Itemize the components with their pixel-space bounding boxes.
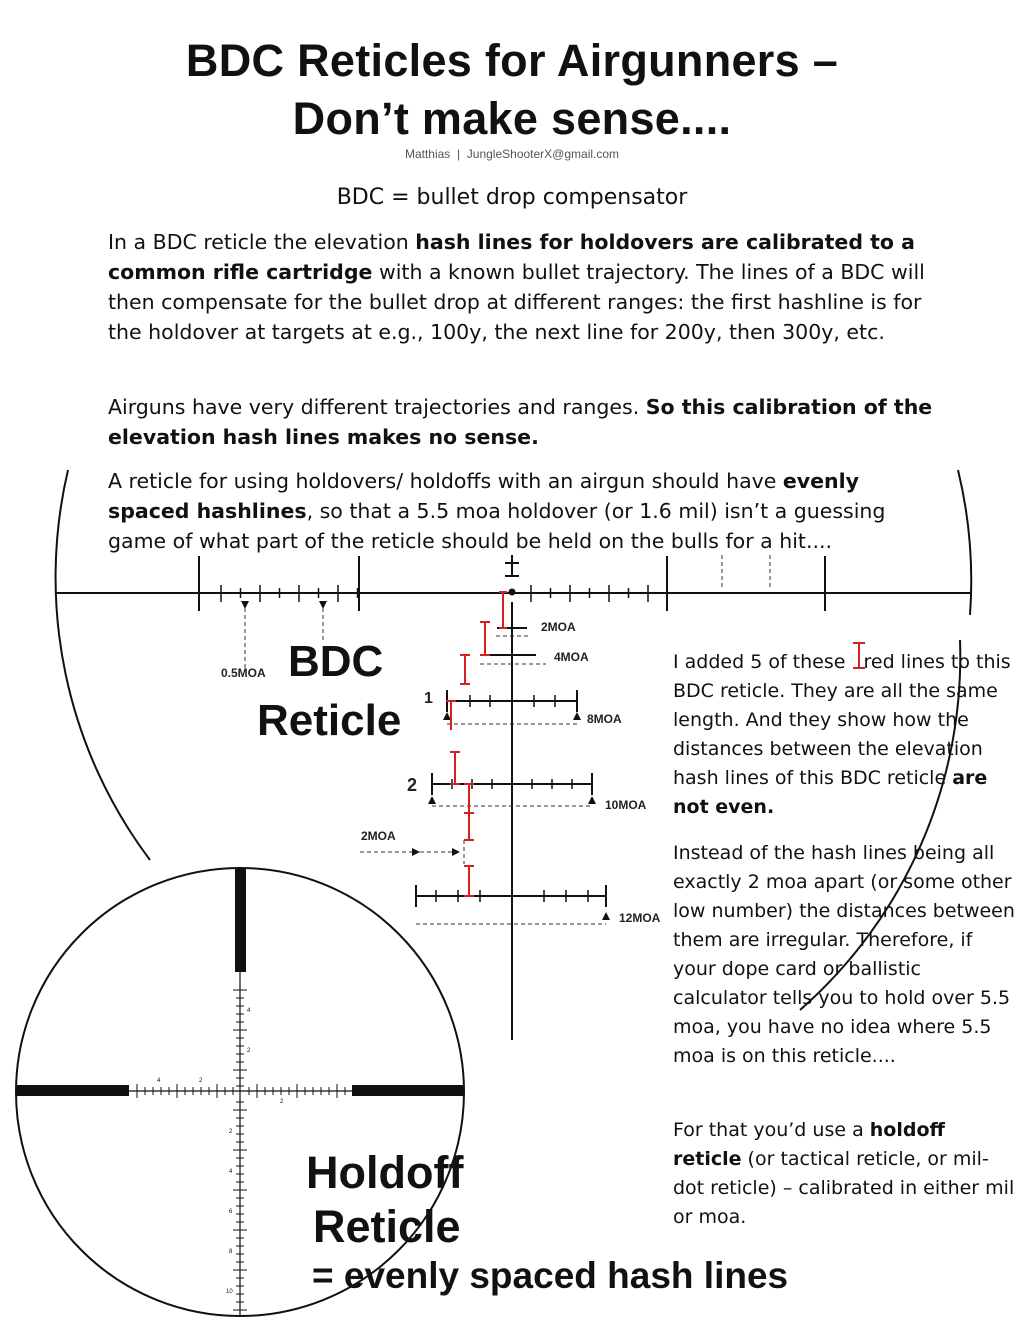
email: JungleShooterX@gmail.com (466, 147, 620, 161)
text-segment: (or tactical reticle, or mil-dot reticle) – calibrated in either mil or moa. (673, 1148, 1015, 1228)
annotation-10moa: 10MOA (605, 798, 647, 812)
text-segment: evenly spaced hashlines (108, 469, 860, 523)
text-segment: In a BDC reticle the elevation (108, 230, 416, 254)
annotation-8moa: 8MOA (587, 712, 622, 726)
bdc-center-dot (509, 589, 516, 596)
text-segment: A reticle for using holdovers/ holdoffs with an airgun should have (108, 469, 783, 493)
hash-number-2: 2 (407, 775, 418, 795)
page-title-line2: Don’t make sense.... (292, 93, 732, 144)
svg-text:6: 6 (229, 1209, 233, 1215)
svg-text:4: 4 (229, 1169, 233, 1175)
annotation-12moa: 12MOA (619, 911, 661, 925)
byline (0, 147, 1024, 161)
intro-paragraph-1 (108, 227, 938, 347)
svg-text:4: 4 (157, 1078, 161, 1084)
holdoff-top-post (235, 868, 246, 972)
text-segment: with a known bullet trajectory. The lines of a BDC will then compensate for the bullet drop at different ranges: the first hashline is for the holdover at targets at e.g., 100y, the next line for 200y, then 300y, etc. (108, 260, 925, 344)
annotation-4moa: 4MOA (554, 650, 589, 664)
holdoff-right-post (352, 1085, 464, 1096)
text-segment: hash lines for holdovers are calibrated to a common rifle cartridge (108, 230, 915, 284)
text-segment: are not even. (673, 767, 988, 818)
page-title-line1: BDC Reticles for Airgunners – (185, 35, 839, 86)
side-note-1 (673, 648, 1018, 822)
annotation-2moa-side: 2MOA (361, 829, 396, 843)
intro-paragraph-2 (108, 392, 938, 452)
side-note-1-body (673, 651, 1011, 818)
side-note-1-lead: I added 5 of these (673, 651, 852, 673)
red-marker-7 (464, 813, 474, 840)
red-marker-2 (480, 622, 490, 655)
text-segment: red lines to this BDC reticle. They are all the same length. And they show how the distances between the elevation hash lines of this BDC reticle (673, 651, 1011, 789)
red-marker-8 (464, 866, 474, 896)
svg-text:2: 2 (280, 1099, 284, 1105)
holdoff-left-post (17, 1085, 129, 1096)
subtitle: BDC = bullet drop compensator (336, 185, 688, 210)
holdoff-label-line1: Holdoff (306, 1147, 464, 1198)
intro-paragraph-3 (108, 466, 938, 556)
svg-text:2: 2 (199, 1078, 203, 1084)
svg-text:2: 2 (229, 1129, 233, 1135)
holdoff-caption: = evenly spaced hash lines (312, 1255, 789, 1296)
author: Matthias (404, 147, 451, 161)
text-segment: Airguns have very different trajectories and ranges. (108, 395, 646, 419)
side-note-2 (673, 839, 1018, 1071)
bdc-label-line1: BDC (288, 637, 384, 686)
annotation-0-5moa: 0.5MOA (221, 666, 266, 680)
holdoff-label-line2: Reticle (313, 1201, 461, 1252)
text-segment: Instead of the hash lines being all exactly 2 moa apart (or some other low number) the distances between them are irregular. Therefore, if your dope card or ballistic calculator tells you to hold over 5.5 moa, you have no idea where 5.5 moa is on this reticle.... (673, 842, 1015, 1067)
svg-text:4: 4 (247, 1008, 251, 1014)
svg-text:2: 2 (247, 1048, 251, 1054)
annotation-2moa: 2MOA (541, 620, 576, 634)
text-segment: So this calibration of the elevation hash lines makes no sense. (108, 395, 933, 449)
bdc-label-line2: Reticle (257, 696, 402, 745)
red-marker-1 (499, 592, 507, 628)
red-marker-3 (460, 655, 470, 684)
text-segment: , so that a 5.5 moa holdover (or 1.6 mil) isn’t a guessing game of what part of the reticle should be held on the bulls for a hit.... (108, 499, 886, 553)
text-segment: holdoff reticle (673, 1119, 945, 1170)
side-note-3 (673, 1116, 1018, 1232)
byline-separator: | (456, 147, 461, 161)
text-segment: For that you’d use a (673, 1119, 870, 1141)
svg-text:10: 10 (226, 1289, 233, 1295)
svg-text:8: 8 (229, 1249, 233, 1255)
hash-number-1: 1 (424, 690, 433, 707)
